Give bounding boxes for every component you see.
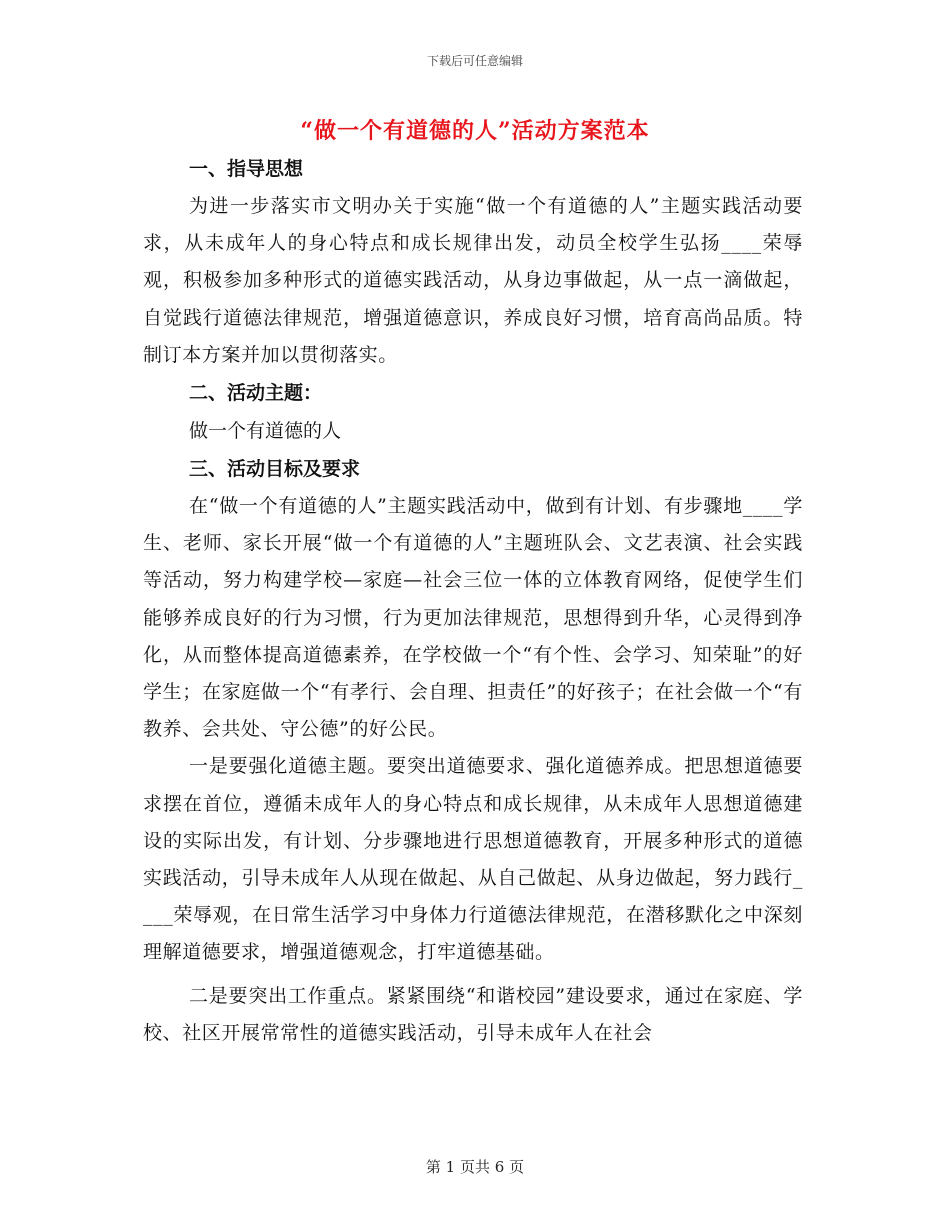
section-2-theme: 做一个有道德的人	[189, 420, 342, 443]
section-3-paragraph-3: 二是要突出工作重点。紧紧围绕“和谐校园”建设要求，通过在家庭、学校、社区开展常常性的道德实践活动，引导未成年人在社会	[143, 984, 803, 1044]
section-2-heading: 二、活动主题：	[189, 382, 323, 405]
page-footer: 第 1 页共 6 页	[425, 1158, 525, 1176]
section-3-paragraph-1: 在“做一个有道德的人”主题实践活动中，做到有计划、有步骤地____学生、老师、家长开展“做一个有道德的人”主题班队会、文艺表演、社会实践等活动，努力构建学校—家庭—社会三位一体的立体教育网络，促使学生们能够养成良好的行为习惯，行为更加法律规范，思想得到升华，心灵得到净化，从而整体提高道德素养，在学校做一个“有个性、会学习、知荣耻”的好学生；在家庭做一个“有孝行、会自理、担责任”的好孩子；在社会做一个“有教养、会共处、守公德”的好公民。	[143, 495, 803, 741]
section-1-heading: 一、指导思想	[189, 158, 304, 180]
section-3-paragraph-2: 一是要强化道德主题。要突出道德要求、强化道德养成。把思想道德要求摆在首位，遵循未成年人的身心特点和成长规律，从未成年人思想道德建设的实际出发，有计划、分步骤地进行思想道德教育，开展多种形式的道德实践活动，引导未成年人从现在做起、从自己做起、从身边做起，努力践行____荣辱观，在日常生活学习中身体力行道德法律规范，在潜移默化之中深刻理解道德要求，增强道德观念，打牢道德基础。	[143, 755, 803, 964]
section-1-paragraph: 为进一步落实市文明办关于实施“做一个有道德的人”主题实践活动要求，从未成年人的身心特点和成长规律出发，动员全校学生弘扬____荣辱观，积极参加多种形式的道德实践活动，从身边事做起，从一点一滴做起，自觉践行道德法律规范，增强道德意识，养成良好习惯，培育高尚品质。特制订本方案并加以贯彻落实。	[143, 195, 803, 366]
document-title: “做一个有道德的人”活动方案范本	[300, 118, 650, 144]
document-body	[143, 150, 803, 1052]
section-3-heading: 三、活动目标及要求	[189, 458, 361, 481]
page-header-note: 下载后可任意编辑	[426, 54, 523, 68]
